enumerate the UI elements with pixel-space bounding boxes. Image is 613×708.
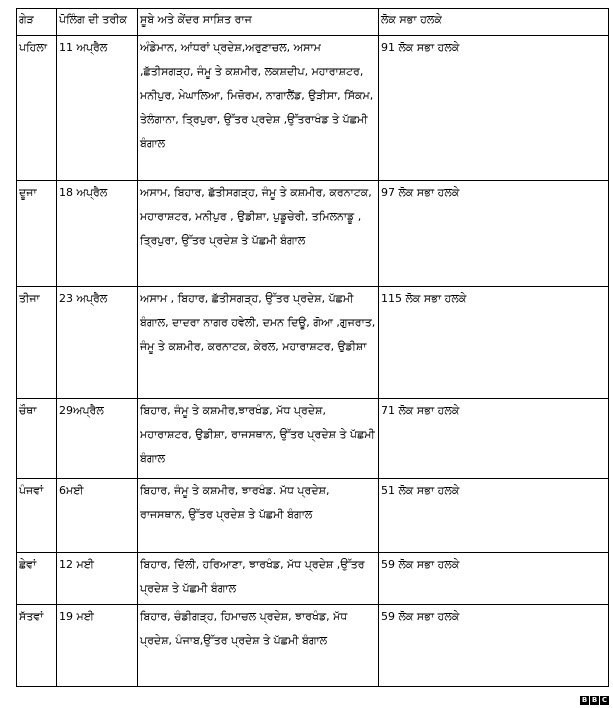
seats-cell: 115 ਲੋਕ ਸਭਾ ਹਲਕੇ [379, 287, 609, 399]
bbc-logo-letter: C [601, 696, 608, 704]
table-row [17, 605, 609, 687]
table-row [17, 36, 609, 181]
phase-cell: ਪਹਿਲਾ [17, 36, 57, 181]
states-cell: ਬਿਹਾਰ, ਜੰਮੂ ਤੇ ਕਸ਼ਮੀਰ,ਝਾਰਖੰਡ, ਮੱਧ ਪ੍ਰਦੇਸ਼, ਮਹਾਰਾਸ਼ਟਰ, ਉਡੀਸ਼ਾ, ਰਾਜਸਥਾਨ, ਉੱਤਰ ਪ੍ਰਦੇਸ਼ ਤੇ ਪੱਛਮੀ ਬੰਗਾਲ [138, 399, 379, 479]
table-row [17, 479, 609, 553]
states-cell: ਬਿਹਾਰ, ਚੰਡੀਗੜ੍ਹ, ਹਿਮਾਚਲ ਪ੍ਰਦੇਸ਼, ਝਾਰਖੰਡ, ਮੱਧ ਪ੍ਰਦੇਸ਼, ਪੰਜਾਬ,ਉੱਤਰ ਪ੍ਰਦੇਸ਼ ਤੇ ਪੱਛਮੀ ਬੰਗਾਲ [138, 605, 379, 687]
states-cell: ਬਿਹਾਰ, ਦਿੱਲੀ, ਹਰਿਆਣਾ, ਝਾਰਖੰਡ, ਮੱਧ ਪ੍ਰਦੇਸ਼ ,ਉੱਤਰ ਪ੍ਰਦੇਸ਼ ਤੇ ਪੱਛਮੀ ਬੰਗਾਲ [138, 553, 379, 605]
table-row [17, 553, 609, 605]
states-cell: ਅਸਾਮ , ਬਿਹਾਰ, ਛੱਤੀਸਗੜ੍ਹ, ਉੱਤਰ ਪ੍ਰਦੇਸ਼, ਪੱਛਮੀ ਬੰਗਾਲ, ਦਾਦਰਾ ਨਾਗਰ ਹਵੇਲੀ, ਦਮਨ ਦਿਊ, ਗੋਆ ,ਗੁਜਰਾਤ, ਜੰਮੂ ਤੇ ਕਸ਼ਮੀਰ, ਕਰਨਾਟਕ, ਕੇਰਲ, ਮਹਾਰਾਸ਼ਟਰ, ਉਡੀਸ਼ਾ [138, 287, 379, 399]
states-cell: ਅੰਡੇਮਾਨ, ਆਂਧਰਾਂ ਪ੍ਰਦੇਸ਼,ਅਰੁਣਾਚਲ, ਅਸਾਮ ,ਛੱਤੀਸਗੜ੍ਹ, ਜੰਮੂ ਤੇ ਕਸ਼ਮੀਰ, ਲਕਸ਼ਦੀਪ, ਮਹਾਰਾਸ਼ਟਰ, ਮਨੀਪੁਰ, ਮੇਘਾਲਿਆ, ਮਿਜ਼ੋਰਮ, ਨਾਗਾਲੈਂਡ, ਉੜੀਸਾ, ਸਿੱਕਮ, ਤੇਲੰਗਾਨਾ, ਤ੍ਰਿਪੁਰਾ, ਉੱਤਰ ਪ੍ਰਦੇਸ਼ ,ਉੱਤਰਾਖੰਡ ਤੇ ਪੱਛਮੀ ਬੰਗਾਲ [138, 36, 379, 181]
date-cell: 11 ਅਪ੍ਰੈਲ [57, 36, 138, 181]
bbc-logo-letter: B [591, 696, 598, 704]
states-cell: ਅਸਾਮ, ਬਿਹਾਰ, ਛੱਤੀਸਗੜ੍ਹ, ਜੰਮੂ ਤੇ ਕਸ਼ਮੀਰ, ਕਰਨਾਟਕ, ਮਹਾਰਾਸ਼ਟਰ, ਮਨੀਪੁਰ , ਉਡੀਸ਼ਾ, ਪੁਡੂਚੇਰੀ, ਤਮਿਲਨਾਡੂ , ਤ੍ਰਿਪੁਰਾ, ਉੱਤਰ ਪ੍ਰਦੇਸ਼ ਤੇ ਪੱਛਮੀ ਬੰਗਾਲ [138, 181, 379, 287]
seats-cell: 59 ਲੋਕ ਸਭਾ ਹਲਕੇ [379, 553, 609, 605]
phase-cell: ਚੌਥਾ [17, 399, 57, 479]
election-schedule-table [16, 8, 609, 687]
seats-cell: 97 ਲੋਕ ਸਭਾ ਹਲਕੇ [379, 181, 609, 287]
date-cell: 18 ਅਪ੍ਰੈਲ [57, 181, 138, 287]
seats-cell: 91 ਲੋਕ ਸਭਾ ਹਲਕੇ [379, 36, 609, 181]
header-states: ਸੂਬੇ ਅਤੇ ਕੇਂਦਰ ਸਾਸ਼ਿਤ ਰਾਜ [138, 9, 379, 36]
date-cell: 6ਮਈ [57, 479, 138, 553]
states-cell: ਬਿਹਾਰ, ਜੰਮੂ ਤੇ ਕਸ਼ਮੀਰ, ਝਾਰਖੰਡ. ਮੱਧ ਪ੍ਰਦੇਸ਼, ਰਾਜਸਥਾਨ, ਉੱਤਰ ਪ੍ਰਦੇਸ਼ ਤੇ ਪੱਛਮੀ ਬੰਗਾਲ [138, 479, 379, 553]
date-cell: 29ਅਪ੍ਰੈਲ [57, 399, 138, 479]
seats-cell: 59 ਲੋਕ ਸਭਾ ਹਲਕੇ [379, 605, 609, 687]
header-polling-date: ਪੋਲਿੰਗ ਦੀ ਤਰੀਕ [57, 9, 138, 36]
table-row [17, 181, 609, 287]
seats-cell: 51 ਲੋਕ ਸਭਾ ਹਲਕੇ [379, 479, 609, 553]
seats-cell: 71 ਲੋਕ ਸਭਾ ਹਲਕੇ [379, 399, 609, 479]
table-row [17, 287, 609, 399]
phase-cell: ਦੂਜਾ [17, 181, 57, 287]
date-cell: 12 ਮਈ [57, 553, 138, 605]
phase-cell: ਛੇਵਾਂ [17, 553, 57, 605]
phase-cell: ਪੰਜਵਾਂ [17, 479, 57, 553]
date-cell: 23 ਅਪ੍ਰੈਲ [57, 287, 138, 399]
bbc-logo [580, 696, 609, 705]
table-row [17, 399, 609, 479]
bbc-logo-letter: B [581, 696, 588, 704]
header-phase: ਗੇੜ [17, 9, 57, 36]
phase-cell: ਤੀਜਾ [17, 287, 57, 399]
phase-cell: ਸੱਤਵਾਂ [17, 605, 57, 687]
date-cell: 19 ਮਈ [57, 605, 138, 687]
header-row [17, 9, 609, 36]
header-seats: ਲੋਕ ਸਭਾ ਹਲਕੇ [379, 9, 609, 36]
